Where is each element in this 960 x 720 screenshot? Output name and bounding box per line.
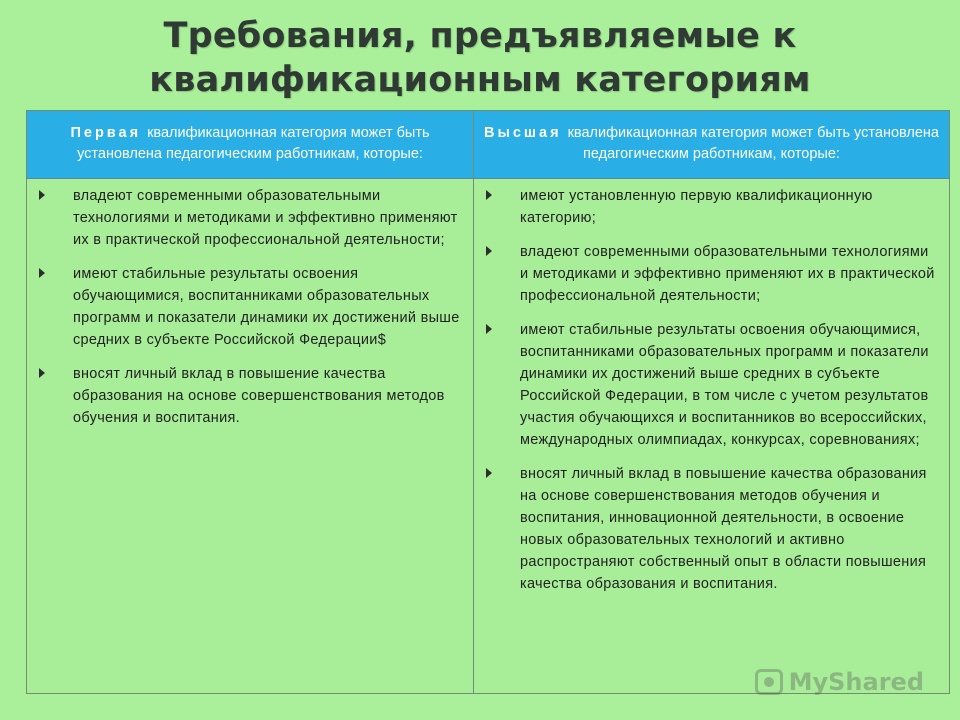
bullet-arrow-icon — [39, 190, 45, 200]
list-item — [484, 319, 939, 451]
list-item — [484, 241, 939, 307]
watermark-text: MyShared — [788, 668, 924, 696]
header-lead-highest: Высшая — [484, 125, 562, 141]
list-item-text: вносят личный вклад в повышение качества образования на основе совершенствования методов обучения и воспитания, инновационной деятельности, в освоение новых образовательных технологий и активно распространяют собственный опыт в области повышения качества образования и воспитания. — [520, 466, 927, 592]
bullet-arrow-icon — [486, 190, 492, 200]
header-text-highest: квалификационная категория может быть установлена педагогическим работникам, которые: — [567, 125, 939, 162]
bullet-arrow-icon — [39, 368, 45, 378]
header-text-first: квалификационная категория может быть установлена педагогическим работникам, которые: — [77, 125, 430, 162]
page-title — [0, 14, 960, 102]
bullet-arrow-icon — [486, 468, 492, 478]
bullet-arrow-icon — [486, 324, 492, 334]
list-item-text: имеют установленную первую квалификационную категорию; — [520, 188, 873, 226]
watermark — [755, 668, 924, 696]
column-highest-category — [474, 111, 949, 693]
list-item — [484, 185, 939, 229]
header-lead-first: Первая — [70, 125, 142, 141]
list-item — [37, 363, 463, 429]
bullet-arrow-icon — [486, 246, 492, 256]
column-header-highest — [474, 111, 949, 179]
column-header-first — [27, 111, 473, 179]
column-first-category — [27, 111, 474, 693]
list-item-text: владеют современными образовательными технологиями и методиками и эффективно применяют их в практической профессиональной деятельности; — [520, 244, 935, 304]
list-first — [27, 179, 473, 429]
list-item-text: имеют стабильные результаты освоения обучающимися, воспитанниками образовательных программ и показатели динамики их достижений выше средних в субъекте Российской Федерации$ — [73, 266, 460, 348]
list-highest — [474, 179, 949, 595]
list-item — [37, 263, 463, 351]
list-item-text: имеют стабильные результаты освоения обучающимися, воспитанниками образовательных программ и показатели динамики их достижений выше средних в субъекте Российской Федерации, в том числе с учетом результатов участия обучающихся и воспитанников во всероссийских, международных олимпиадах, конкурсах, соревнованиях; — [520, 322, 929, 448]
list-item-text: владеют современными образовательными технологиями и методиками и эффективно применяют их в практической профессиональной деятельности; — [73, 188, 458, 248]
requirements-table — [26, 110, 950, 694]
myshared-logo-icon — [755, 669, 783, 695]
title-line-2: квалификационным категориям — [149, 60, 811, 100]
list-item — [484, 463, 939, 595]
bullet-arrow-icon — [39, 268, 45, 278]
list-item-text: вносят личный вклад в повышение качества образования на основе совершенствования методов обучения и воспитания. — [73, 366, 445, 426]
list-item — [37, 185, 463, 251]
title-line-1: Требования, предъявляемые к — [163, 16, 797, 56]
